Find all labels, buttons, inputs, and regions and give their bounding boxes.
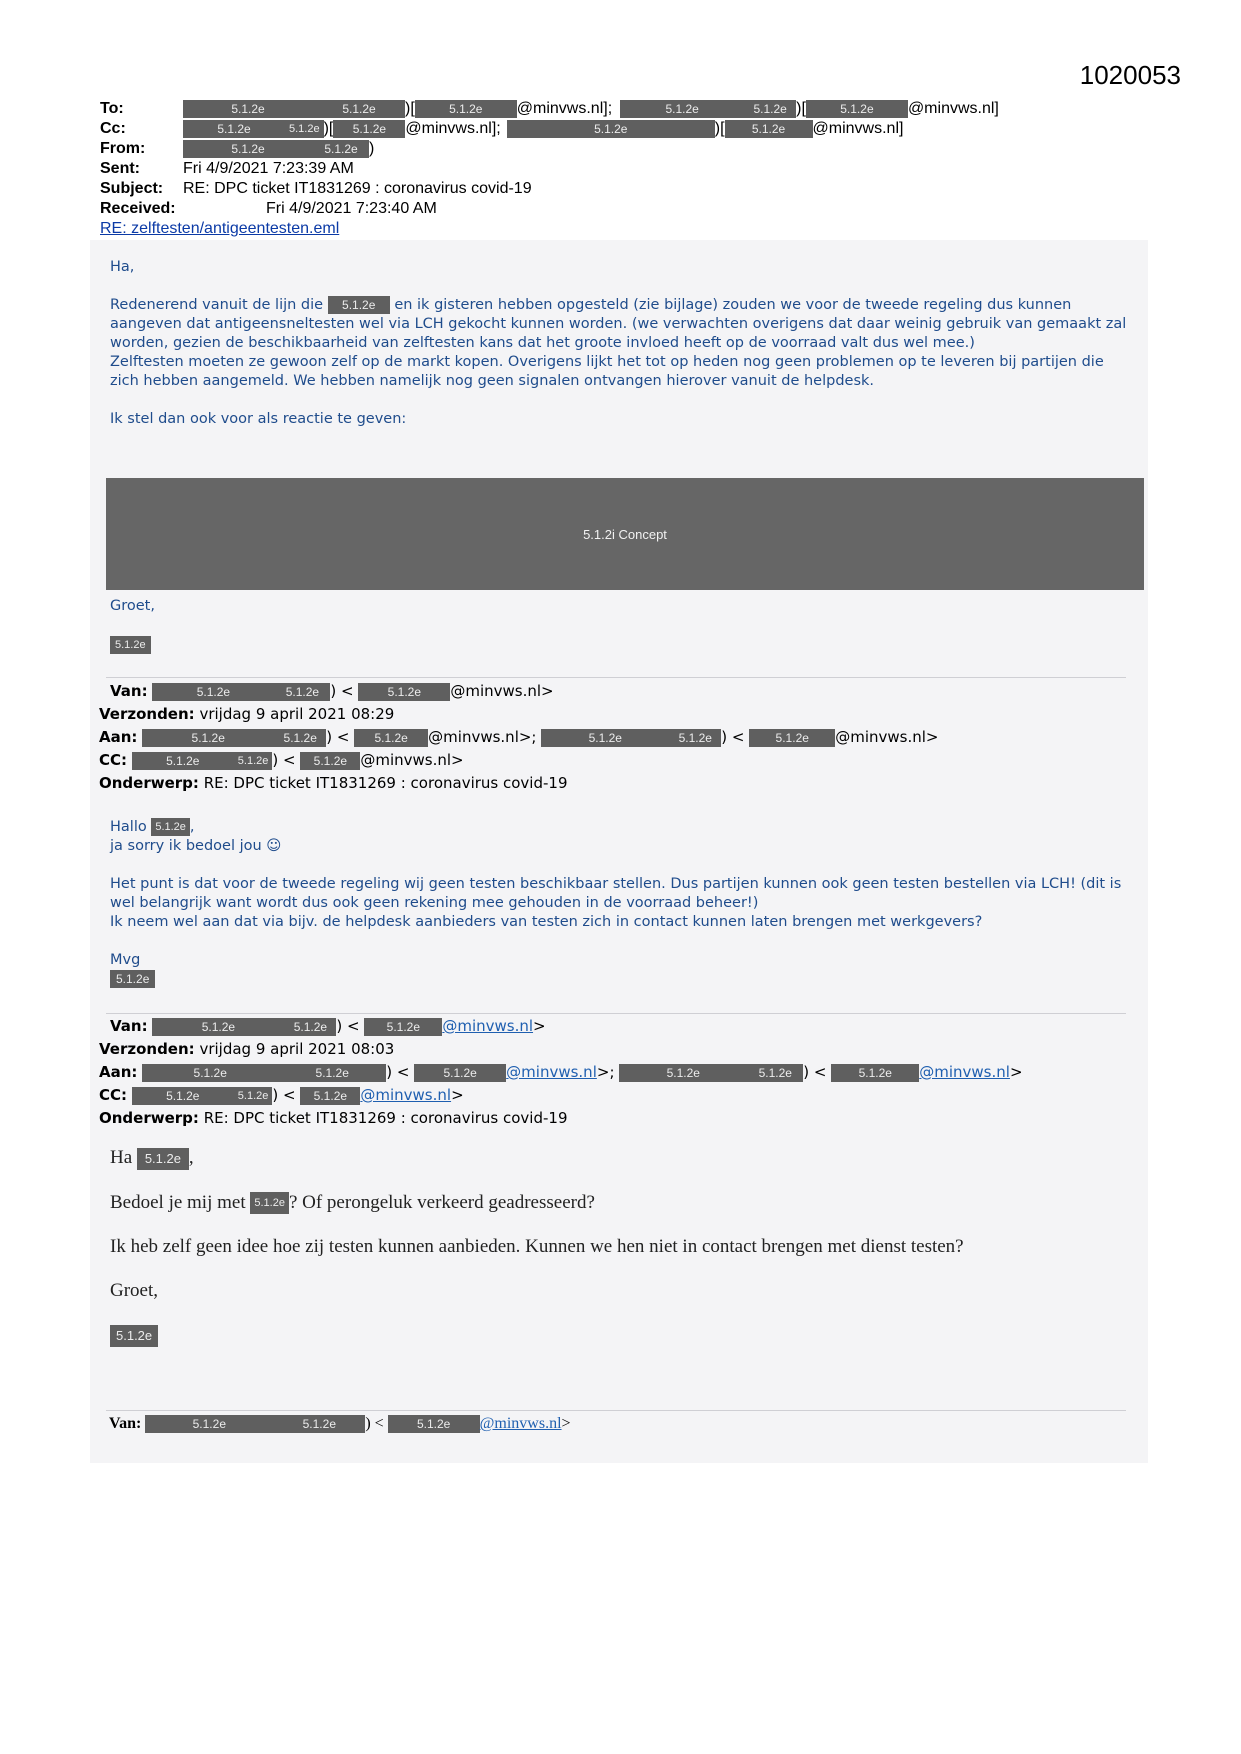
mail2-signature: [110, 970, 1140, 989]
redaction-block: 5.1.2e: [328, 296, 390, 314]
redaction-block: 5.1.2e: [313, 140, 369, 158]
mail2-line-2: ja sorry ik bedoel jou ☺: [110, 838, 282, 854]
redaction-block: 5.1.2e: [284, 1018, 336, 1036]
redaction-block: 5.1.2e: [142, 729, 274, 747]
mail3-closing: Groet,: [110, 1280, 159, 1302]
subject-row: [100, 179, 999, 199]
attachment-link[interactable]: RE: zelftesten/antigeentesten.eml: [100, 220, 340, 237]
redaction-block: 5.1.2e: [132, 1087, 234, 1105]
redaction-block: 5.1.2e: [507, 120, 715, 138]
redaction-block: 5.1.2e: [273, 1415, 365, 1433]
redaction-block: 5.1.2e: [358, 683, 450, 701]
separator: [106, 1410, 1126, 1411]
redaction-block: 5.1.2e: [234, 752, 273, 770]
redaction-block: 5.1.2e: [183, 100, 313, 118]
mail3-signature: [110, 1324, 1140, 1347]
mail2-greeting: Hallo 5.1.2e ,: [110, 819, 195, 835]
email-link[interactable]: @minvws.nl: [919, 1063, 1010, 1081]
from-row: From: 5.1.2e 5.1.2e ): [100, 140, 375, 157]
to-label: To:: [100, 100, 124, 117]
onderwerp-row: Onderwerp: RE: DPC ticket IT1831269 : coronavirus covid-19: [99, 1109, 568, 1127]
redaction-block: 5.1.2e: [110, 970, 155, 988]
email-link[interactable]: @minvws.nl: [479, 1415, 562, 1432]
redaction-block: 5.1.2e: [152, 683, 274, 701]
email-domain: @minvws.nl]: [907, 100, 999, 117]
mail1-body: [110, 258, 1130, 448]
redaction-block: 5.1.2e: [725, 120, 813, 138]
email-link[interactable]: @minvws.nl: [360, 1086, 452, 1104]
redaction-block: 5.1.2e: [132, 752, 234, 770]
redaction-block: 5.1.2e: [145, 1415, 273, 1433]
to-row: To: 5.1.2e 5.1.2e )[ 5.1.2e @minvws.nl]; 5.1.2e 5.1.2e )[ 5.1.2e @minvws.nl]: [100, 100, 999, 117]
mail3-header: [99, 1015, 1023, 1130]
separator: [106, 677, 1126, 678]
redaction-block: 5.1.2e: [137, 1148, 189, 1170]
redaction-block: 5.1.2e: [142, 1064, 278, 1082]
mail1-paragraph-1: Redenerend vanuit de lijn die 5.1.2e en ik gisteren hebben opgesteld (zie bijlage) zouden we voor de tweede regeling dus kunnen aangeven dat antigeensneltesten wel via LCH gekocht kunnen worden. (we verwachten overigens dat daar weinig gebruik van gemaakt zal worden, gezien de beschikbaarheid van zelftesten kans dat het groote invloed heeft op de voorraad valt dus wel mee.): [110, 297, 1127, 351]
redaction-block: 5.1.2e: [620, 100, 744, 118]
redaction-block: 5.1.2e: [388, 1415, 480, 1433]
email-domain: @minvws.nl];: [405, 120, 501, 137]
redaction-block: 5.1.2e: [110, 1325, 158, 1347]
redaction-block: 5.1.2e: [364, 1018, 442, 1036]
redaction-block: 5.1.2e: [151, 818, 190, 836]
received-row: [100, 199, 999, 219]
redaction-block: 5.1.2e: [541, 729, 669, 747]
mail3-body: [110, 1147, 1140, 1369]
separator: [106, 1013, 1126, 1014]
sent-value: Fri 4/9/2021 7:23:39 AM: [183, 160, 354, 177]
aan-row: Aan: 5.1.2e 5.1.2e ) < 5.1.2e @minvws.nl>; 5.1.2e 5.1.2e ) < 5.1.2e @minvws.nl>: [99, 728, 939, 746]
redaction-block: 5.1.2e: [415, 100, 517, 118]
verzonden-row: Verzonden: vrijdag 9 april 2021 08:29: [99, 705, 395, 723]
mail2-body: [110, 818, 1140, 1008]
redaction-block: 5.1.2e: [619, 1064, 747, 1082]
redaction-block: 5.1.2e: [285, 120, 324, 138]
redaction-block: 5.1.2e: [831, 1064, 919, 1082]
subject-label: Subject:: [100, 180, 164, 197]
mail1-paragraph-2: Zelftesten moeten ze gewoon zelf op de markt kopen. Overigens lijkt het tot op heden nog geen problemen op te leveren bij partijen die zich hebben aangemeld. We hebben namelijk nog geen signalen ontvangen hierover vanuit de helpdesk.: [110, 354, 1104, 389]
redaction-block: 5.1.2e: [274, 729, 326, 747]
cc-row: Cc: 5.1.2e 5.1.2e )[ 5.1.2e @minvws.nl]; 5.1.2e )[ 5.1.2e @minvws.nl]: [100, 120, 904, 137]
email-domain: @minvws.nl];: [516, 100, 613, 117]
redaction-block: 5.1.2e: [278, 1064, 386, 1082]
mail1-signature: [110, 636, 151, 654]
redaction-block: 5.1.2e: [274, 683, 330, 701]
van-row: Van: 5.1.2e 5.1.2e ) < 5.1.2e @minvws.nl>: [110, 682, 554, 700]
redaction-block: 5.1.2e: [414, 1064, 506, 1082]
redaction-block: 5.1.2e: [250, 1192, 289, 1214]
redaction-block: 5.1.2e: [234, 1087, 273, 1105]
cc-label: Cc:: [100, 120, 126, 137]
cc-row: CC: 5.1.2e 5.1.2e ) < 5.1.2e @minvws.nl>: [99, 751, 464, 769]
redaction-block: 5.1.2e: [152, 1018, 284, 1036]
redaction-block: 5.1.2e: [747, 1064, 803, 1082]
mail4-van-row: Van: 5.1.2e 5.1.2e ) < 5.1.2e @minvws.nl >: [109, 1415, 571, 1432]
email-domain: @minvws.nl]: [812, 120, 904, 137]
redaction-block: 5.1.2e: [300, 752, 360, 770]
cc-row: CC: 5.1.2e 5.1.2e ) < 5.1.2e @minvws.nl >: [99, 1084, 1023, 1107]
email-link[interactable]: @minvws.nl: [442, 1017, 534, 1035]
mail1-greeting: Ha,: [110, 259, 135, 275]
van-row: Van: 5.1.2e 5.1.2e ) < 5.1.2e @minvws.nl >: [99, 1015, 1023, 1038]
document-number: 1020053: [1079, 60, 1181, 90]
redaction-block: 5.1.2e: [300, 1087, 360, 1105]
redaction-block: 5.1.2e: [749, 729, 835, 747]
subject-value: RE: DPC ticket IT1831269 : coronavirus covid-19: [183, 180, 532, 197]
redaction-block: 5.1.2e: [110, 636, 151, 654]
redaction-block: 5.1.2e: [333, 120, 405, 138]
email-link[interactable]: @minvws.nl: [506, 1063, 597, 1081]
received-value: Fri 4/9/2021 7:23:40 AM: [266, 200, 437, 217]
mail2-paragraph-1: Het punt is dat voor de tweede regeling wij geen testen beschikbaar stellen. Dus partijen kunnen ook geen testen bestellen via LCH! (dit is wel belangrijk want wordt dus ook geen rekening mee gehouden in de voorraad beheer!): [110, 876, 1122, 911]
redaction-block: 5.1.2e: [313, 100, 405, 118]
mail2-closing: Mvg: [110, 952, 141, 968]
email-header: [100, 99, 999, 239]
received-label: Received:: [100, 200, 176, 217]
mail3-greeting: Ha 5.1.2e ,: [110, 1147, 194, 1168]
redaction-block: 5.1.2e: [806, 100, 908, 118]
mail1-paragraph-3: Ik stel dan ook voor als reactie te geven:: [110, 411, 407, 427]
redaction-block: 5.1.2e: [183, 120, 285, 138]
mail3-paragraph-2: Ik heb zelf geen idee hoe zij testen kunnen aanbieden. Kunnen we hen niet in contact brengen met dienst testen?: [110, 1236, 964, 1258]
concept-redaction: 5.1.2i Concept: [106, 478, 1144, 590]
from-label: From:: [100, 140, 146, 157]
onderwerp-row: Onderwerp: RE: DPC ticket IT1831269 : coronavirus covid-19: [99, 774, 568, 792]
mail2-paragraph-2: Ik neem wel aan dat via bijv. de helpdesk aanbieders van testen zich in contact kunnen laten brengen met werkgevers?: [110, 914, 983, 930]
redaction-block: 5.1.2e: [354, 729, 428, 747]
sent-label: Sent:: [100, 160, 140, 177]
mail3-question: Bedoel je mij met 5.1.2e ? Of perongeluk verkeerd geadresseerd?: [110, 1191, 595, 1213]
mail1-closing: Groet,: [110, 598, 155, 614]
mail2-header: [99, 680, 939, 795]
redaction-block: 5.1.2e: [744, 100, 796, 118]
aan-row: Aan: 5.1.2e 5.1.2e ) < 5.1.2e @minvws.nl >; 5.1.2e 5.1.2e ) < 5.1.2e @minvws.nl >: [99, 1061, 1023, 1084]
redaction-block: 5.1.2e: [669, 729, 721, 747]
attachment-row: [100, 219, 999, 239]
verzonden-row: Verzonden: vrijdag 9 april 2021 08:03: [99, 1040, 395, 1058]
redaction-block: 5.1.2e: [183, 140, 313, 158]
sent-row: [100, 159, 999, 179]
